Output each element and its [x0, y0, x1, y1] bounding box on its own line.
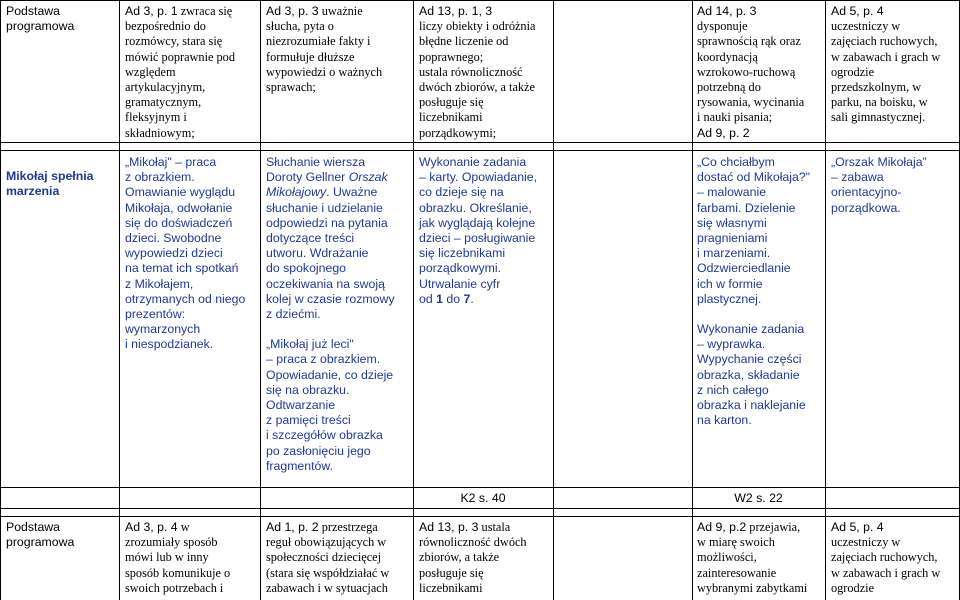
row1-col2 — [266, 4, 410, 95]
activity-col4 — [697, 155, 823, 428]
activity-text: Wykonanie zadania – wyprawka. Wypychanie części obrazka, składanie z nich całego obrazka i naklejanie na karton. — [697, 322, 806, 428]
digit: 1 — [436, 291, 443, 306]
grid-line — [0, 516, 960, 517]
ref-head: Ad 3, p. 1 — [125, 4, 178, 18]
ref-head: Ad 13, p. 1, 3 — [419, 4, 493, 18]
grid-line — [0, 508, 960, 509]
ref-body: w zrozumiały sposób mówi lub w inny sposób komunikuje o swoich potrzebach i — [125, 520, 231, 595]
grid-line — [413, 0, 414, 600]
podstawa-label: Podstawa programowa — [6, 4, 75, 34]
ref-body: uczestniczy w zajęciach ruchowych, w zabawach i grach w ogrodzie przedszkolnym, w parku, na boisku, w sali gimnastycznej. — [831, 19, 941, 125]
grid-line — [0, 142, 960, 143]
ref-body: przejawia, w miarę swoich możliwości, zainteresowanie wybranymi zabytkami — [697, 520, 808, 595]
ref-head: Ad 5, p. 4 — [831, 4, 884, 18]
row3-col5 — [831, 520, 957, 596]
ref-head: Ad 5, p. 4 — [831, 520, 884, 534]
activity-text: „Co chciałbym dostać od Mikołaja?" – malowanie farbami. Dzielenie się własnymi pragnieniami i marzeniami. Odzwierciedlanie ich w formie plastycznej. — [697, 155, 811, 306]
ref-body: liczy obiekty i odróżnia błędne liczenie od poprawnego; ustala równoliczność dwóch zbiorów, a także posługuje się liczebnikami porządkowymi; — [419, 19, 536, 140]
activity-col3 — [419, 155, 551, 307]
ref-head: Ad 3, p. 3 — [266, 4, 319, 18]
poem-title: Orszak Mikołajowy — [266, 170, 388, 200]
activity-text: . — [470, 291, 474, 306]
row1-col4 — [697, 4, 823, 141]
activity-text: . Uważne słuchanie i udzielanie odpowiedzi na pytania dotyczące treści utworu. Wdrażanie do spokojnego oczekiwania na swoją kolej w czasie rozmowy z dziećmi. — [266, 185, 395, 322]
ref-body: zwraca się bezpośrednio do rozmówcy, stara się mówić poprawnie pod względem artykulacyjnym, gramatycznym, fleksyjnym i składniowym; — [125, 4, 235, 140]
row1-col3 — [419, 4, 551, 141]
ref-w2: W2 s. 22 — [734, 491, 783, 505]
grid-line — [119, 0, 120, 600]
ref-body: przestrzega reguł obowiązujących w społeczności dziecięcej (stara się współdziałać w zabawach i w sytuacjach — [266, 520, 390, 595]
grid-line — [0, 0, 960, 1]
row3-col1 — [125, 520, 257, 596]
grid-line — [692, 0, 693, 600]
ref-head: Ad 3, p. 4 — [125, 520, 178, 534]
ref-tail: Ad 9, p. 2 — [697, 125, 750, 140]
ref-body: uczestniczy w zajęciach ruchowych, w zabawach i grach w ogrodzie — [831, 535, 941, 595]
row3-col2 — [266, 520, 411, 596]
grid-line — [825, 0, 826, 600]
row1-col5 — [831, 4, 957, 126]
grid-line — [0, 487, 960, 488]
activity-col1: „Mikołaj" – praca z obrazkiem. Omawianie wyglądu Mikołaja, odwołanie się do doświadczeń dzieci. Swobodne wypowiedzi dzieci na temat ich spotkań z Mikołajem, otrzymanych od niego prezentów: wymarzonych i niespodzianek. — [125, 155, 246, 352]
activity-text: Słuchanie wiersza Doroty Gellner — [266, 155, 366, 185]
grid-line — [0, 150, 960, 151]
ref-head: Ad 1, p. 2 — [266, 520, 319, 534]
ref-k2: K2 s. 40 — [460, 491, 506, 505]
activity-text: Wykonanie zadania – karty. Opowiadanie, co dzieje się na obrazku. Określanie, jak wyglądają kolejne dzieci – posługiwanie się liczebnikami porządkowymi. Utrwalanie cyfr od — [419, 155, 538, 306]
podstawa-label: Podstawa programowa — [6, 520, 75, 550]
ref-body: dysponuje sprawnością rąk oraz koordynacją wzrokowo-ruchową potrzebną do rysowania, wycinania i nauki pisania; — [697, 19, 805, 125]
ref-body: ustala równoliczność dwóch zbiorów, a także posługuje się liczebnikami — [419, 520, 527, 595]
ref-head: Ad 13, p. 3 — [419, 520, 479, 534]
activity-col2 — [266, 155, 411, 474]
row3-col4 — [697, 520, 823, 596]
row3-col3 — [419, 520, 551, 596]
activity-text: do — [442, 291, 464, 306]
ref-head: Ad 9, p.2 — [697, 520, 747, 534]
grid-line — [260, 0, 261, 600]
row1-col1 — [125, 4, 257, 141]
grid-line — [553, 0, 554, 600]
digit: 7 — [463, 291, 471, 306]
activity-text: „Mikołaj już leci" – praca z obrazkiem. Opowiadanie, co dzieje się na obrazku. Odtwarzanie z pamięci treści i szczegółów obrazka po zasłonięciu jego fragmentów. — [266, 337, 394, 473]
activity-col5: „Orszak Mikołaja” – zabawa orientacyjno- porządkowa. — [831, 155, 927, 215]
ref-body: uważnie słucha, pyta o niezrozumiałe fakty i formułuje dłuższe wypowiedzi o ważnych sprawach; — [266, 4, 383, 95]
grid-line — [0, 0, 1, 600]
ref-head: Ad 14, p. 3 — [697, 4, 757, 18]
topic-title: Mikołaj spełnia marzenia — [6, 169, 94, 199]
